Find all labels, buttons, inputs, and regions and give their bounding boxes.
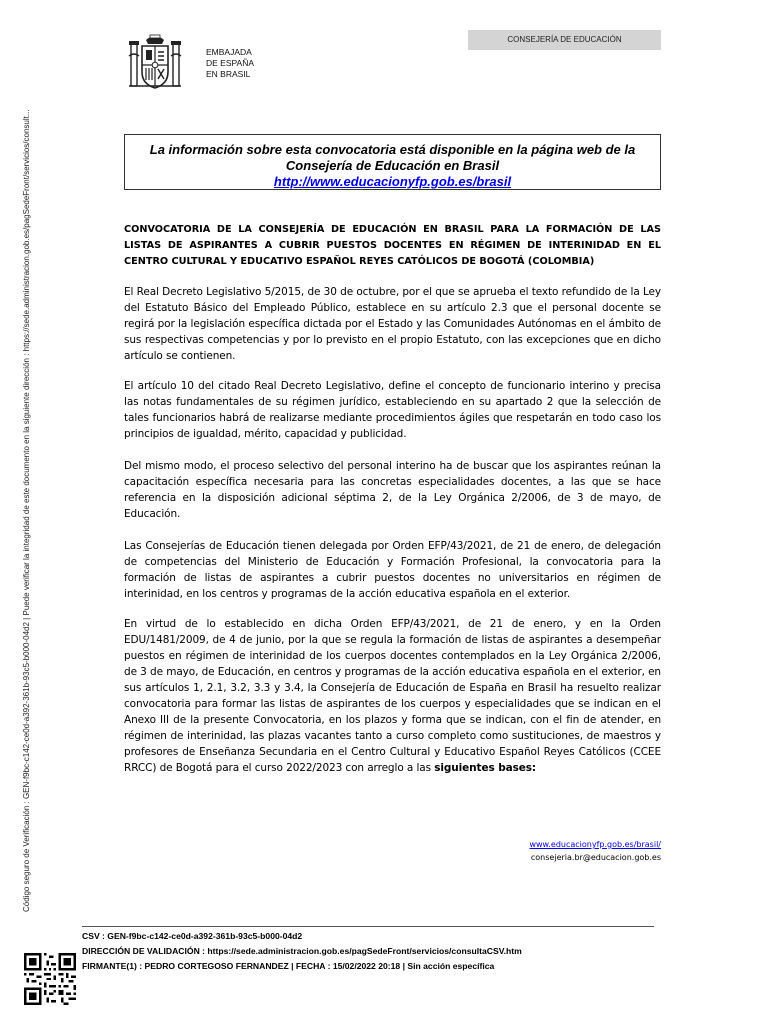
paragraph-2: El artículo 10 del citado Real Decreto Legislativo, define el concepto de funcionario interino y precisa las notas fundamentales de su régimen jurídico, estableciendo en su apartado 2 que la selección de tales funcionarios habrá de realizarse mediante procedimientos ágiles que respetarán en todo caso los principios de igualdad, mérito, capacidad y publicidad. [124, 380, 661, 440]
paragraph-5-bold-end: siguientes bases: [434, 762, 537, 774]
csv-divider [82, 926, 654, 927]
csv-validation-url: DIRECCIÓN DE VALIDACIÓN : https://sede.administracion.gob.es/pagSedeFront/servicios/consultaCSV.htm [82, 946, 522, 956]
paragraph-4: Las Consejerías de Educación tienen delegada por Orden EFP/43/2021, de 21 de enero, de delegación de competencias del Ministerio de Educación y Formación Profesional, la convocatoria para la formación de listas de aspirantes a cubrir puestos docentes no universitarios en régimen de interinidad, en los centros y programas de la acción educativa española en el exterior. [124, 540, 661, 600]
csv-block [82, 929, 522, 974]
notice-link[interactable]: http://www.educacionyfp.gob.es/brasil [273, 174, 512, 189]
paragraph-5 [124, 616, 661, 776]
embassy-label [206, 47, 254, 80]
csv-code: CSV : GEN-f9bc-c142-ce0d-a392-361b-93c5-b000-04d2 [82, 931, 303, 941]
notice-line-2: Consejería de Educación en Brasil [285, 158, 500, 173]
paragraph-3: Del mismo modo, el proceso selectivo del personal interino ha de buscar que los aspirantes reúnan la capacitación específica necesaria para las concretas especialidades docentes, a las que se hace referencia en la disposición adicional séptima 2, de la Ley Orgánica 2/2006, de 3 de mayo, de Educación. [124, 460, 661, 520]
csv-signer: FIRMANTE(1) : PEDRO CORTEGOSO FERNANDEZ | FECHA : 15/02/2022 20:18 | Sin acción específica [82, 961, 495, 971]
qr-code-icon [24, 953, 76, 1005]
notice-line-1: La información sobre esta convocatoria está disponible en la página web de la [149, 142, 636, 157]
spain-coat-of-arms-icon [126, 32, 184, 94]
paragraph-5-text: En virtud de lo establecido en dicha Orden EFP/43/2021, de 21 de enero, y en la Orden EDU/1481/2009, de 4 de junio, por la que se regula la formación de listas de aspirantes a desempeñar puestos en régimen de interinidad de los cuerpos docentes contemplados en la Ley Orgánica 2/2006, de 3 de mayo, de Educación, en centros y programas de la acción educativa española en el exterior, en sus artículos 1, 2.1, 3.2, 3.3 y 3.4, la Consejería de Educación de España en Brasil ha resuelto realizar convocatoria para formar las listas de aspirantes de los cuerpos y especialidades que se indican en el Anexo III de la presente Convocatoria, en los plazos y forma que se indican, con el fin de atender, en régimen de interinidad, las plazas vacantes tanto a curso completo como sustituciones, de maestros y profesores de Enseñanza Secundaria en el Centro Cultural y Educativo Español Reyes Católicos (CCEE RRCC) de Bogotá para el curso 2022/2023 con arreglo a las [124, 618, 661, 774]
paragraph-1: El Real Decreto Legislativo 5/2015, de 30 de octubre, por el que se aprueba el texto refundido de la Ley del Estatuto Básico del Empleado Público, establece en su artículo 2.3 que el personal docente se regirá por la legislación específica dictada por el Estado y las Comunidades Autónomas en el ámbito de sus respectivas competencias y por lo previsto en el propio Estatuto, con las excepciones que en dicho artículo se contienen. [124, 286, 661, 362]
footer-email: consejeria.br@educacion.gob.es [530, 853, 661, 862]
department-banner: CONSEJERÍA DE EDUCACIÓN [468, 30, 661, 50]
side-verification-text: Código seguro de Verificación : GEN-f9bc-c142-ce0d-a392-361b-93c5-b000-04d2 | Puede verificar la integridad de este documento en la siguiente dirección : https://sede.administracion.gob.es/pagSedeFront/servicios/consult... [22, 109, 31, 912]
embassy-line-2: DE ESPAÑA [206, 58, 255, 68]
document-title: CONVOCATORIA DE LA CONSEJERÍA DE EDUCACIÓN EN BRASIL PARA LA FORMACIÓN DE LAS LISTAS DE ASPIRANTES A CUBRIR PUESTOS DOCENTES EN RÉGIMEN DE INTERINIDAD EN EL CENTRO CULTURAL Y EDUCATIVO ESPAÑOL REYES CATÓLICOS DE BOGOTÁ (COLOMBIA) [124, 224, 661, 267]
embassy-line-3: EN BRASIL [206, 69, 251, 79]
footer-contact [529, 838, 661, 864]
info-notice-box [124, 134, 661, 190]
embassy-line-1: EMBAJADA [206, 47, 252, 57]
footer-website-link[interactable]: www.educacionyfp.gob.es/brasil/ [529, 840, 661, 849]
